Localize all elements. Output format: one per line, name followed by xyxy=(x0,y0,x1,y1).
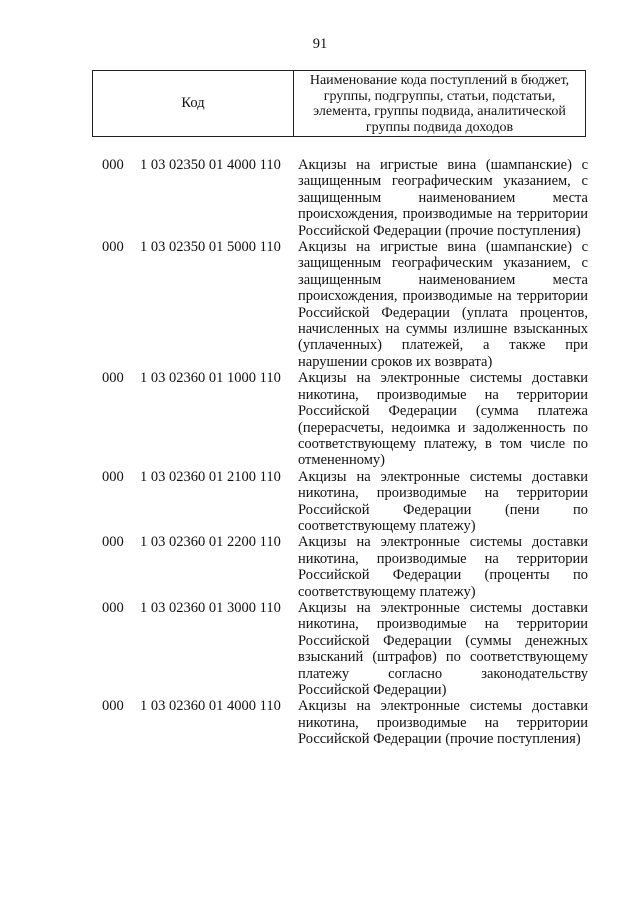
income-code-row xyxy=(0,370,640,468)
budget-classification-code: 1 03 02350 01 4000 110 xyxy=(140,157,281,173)
header-name-line: группы подвида доходов xyxy=(365,119,514,135)
admin-code: 000 xyxy=(102,468,124,485)
description-line: Российской Федерации (пени по xyxy=(298,501,588,518)
income-code-row xyxy=(0,698,640,747)
income-description xyxy=(298,370,588,468)
income-code-row xyxy=(0,534,640,600)
description-line: защищенным наименованием места xyxy=(298,271,588,288)
budget-classification-code: 1 03 02360 01 2200 110 xyxy=(140,534,281,551)
description-line: (перерасчеты, недоимка и задолженность по xyxy=(298,419,588,436)
admin-code: 000 xyxy=(102,698,124,715)
admin-code: 000 xyxy=(102,599,124,616)
income-code-row xyxy=(0,239,640,370)
description-line: Акцизы на игристые вина (шампанские) с xyxy=(298,239,588,256)
description-line: происхождения, производимые на территории xyxy=(298,288,588,305)
header-table xyxy=(92,70,586,137)
admin-code: 000 xyxy=(102,370,124,387)
budget-classification-code: 1 03 02360 01 2100 110 xyxy=(140,468,281,485)
description-line: Акцизы на электронные системы доставки xyxy=(298,698,588,715)
description-line: взысканий (штрафов) по соответствующему xyxy=(298,649,588,666)
description-line: Акцизы на электронные системы доставки xyxy=(298,599,588,616)
description-line: Российской Федерации (сумма платежа xyxy=(298,403,588,420)
description-line: никотина, производимые на территории xyxy=(298,714,588,731)
description-line: соответствующему платежу) xyxy=(298,583,476,600)
description-line: отмененному) xyxy=(298,452,385,469)
description-line: платежу согласно законодательству xyxy=(298,665,588,682)
description-line: никотина, производимые на территории xyxy=(298,485,588,502)
income-description xyxy=(298,469,588,535)
description-line: Акцизы на электронные системы доставки xyxy=(298,534,588,551)
header-name-line: Наименование кода поступлений в бюджет, xyxy=(309,73,570,88)
description-line: соответствующему платежу) xyxy=(298,517,476,534)
income-code-row xyxy=(0,469,640,535)
budget-classification-code: 1 03 02350 01 5000 110 xyxy=(140,239,281,256)
income-description xyxy=(298,157,588,239)
admin-code: 000 xyxy=(102,157,124,173)
budget-classification-code: 1 03 02360 01 1000 110 xyxy=(140,370,281,387)
header-name-line: группы, подгруппы, статьи, подстатьи, xyxy=(323,88,556,104)
admin-code: 000 xyxy=(102,534,124,551)
header-code-label: Код xyxy=(93,71,294,136)
income-code-row xyxy=(0,157,640,239)
description-line: Акцизы на игристые вина (шампанские) с xyxy=(298,157,588,173)
income-description xyxy=(298,239,588,370)
description-line: Российской Федерации (прочие поступления) xyxy=(298,731,581,748)
description-line: нарушении сроков их возврата) xyxy=(298,353,493,370)
description-line: защищенным географическим указанием, с xyxy=(298,255,588,272)
description-line: Российской Федерации (прочие поступления) xyxy=(298,222,581,239)
page-number: 91 xyxy=(312,36,328,52)
description-line: (уплаченных) платежей, а также при xyxy=(298,337,588,354)
description-line: Акцизы на электронные системы доставки xyxy=(298,370,588,387)
description-line: Акцизы на электронные системы доставки xyxy=(298,468,588,485)
header-name-label xyxy=(294,71,585,136)
income-description xyxy=(298,600,588,698)
description-line: никотина, производимые на территории xyxy=(298,550,588,567)
description-line: Российской Федерации (суммы денежных xyxy=(298,632,588,649)
income-description xyxy=(298,698,588,747)
header-name-line: элемента, группы подвида, аналитической xyxy=(313,104,566,119)
description-line: никотина, производимые на территории xyxy=(298,616,588,633)
description-line: защищенным географическим указанием, с xyxy=(298,173,588,190)
description-line: начисленных на суммы излишне взысканных xyxy=(298,321,588,338)
income-code-row xyxy=(0,600,640,698)
description-line: никотина, производимые на территории xyxy=(298,386,588,403)
description-line: Российской Федерации (проценты по xyxy=(298,567,588,584)
budget-classification-code: 1 03 02360 01 3000 110 xyxy=(140,599,281,616)
admin-code: 000 xyxy=(102,239,124,256)
income-code-list xyxy=(0,157,640,748)
description-line: соответствующему платежу, в том числе по xyxy=(298,435,588,452)
income-description xyxy=(298,534,588,600)
description-line: Российской Федерации) xyxy=(298,682,447,698)
budget-classification-code: 1 03 02360 01 4000 110 xyxy=(140,698,281,715)
description-line: происхождения, производимые на территории xyxy=(298,206,588,223)
description-line: Российской Федерации (уплата процентов, xyxy=(298,304,588,321)
description-line: защищенным наименованием места xyxy=(298,189,588,206)
